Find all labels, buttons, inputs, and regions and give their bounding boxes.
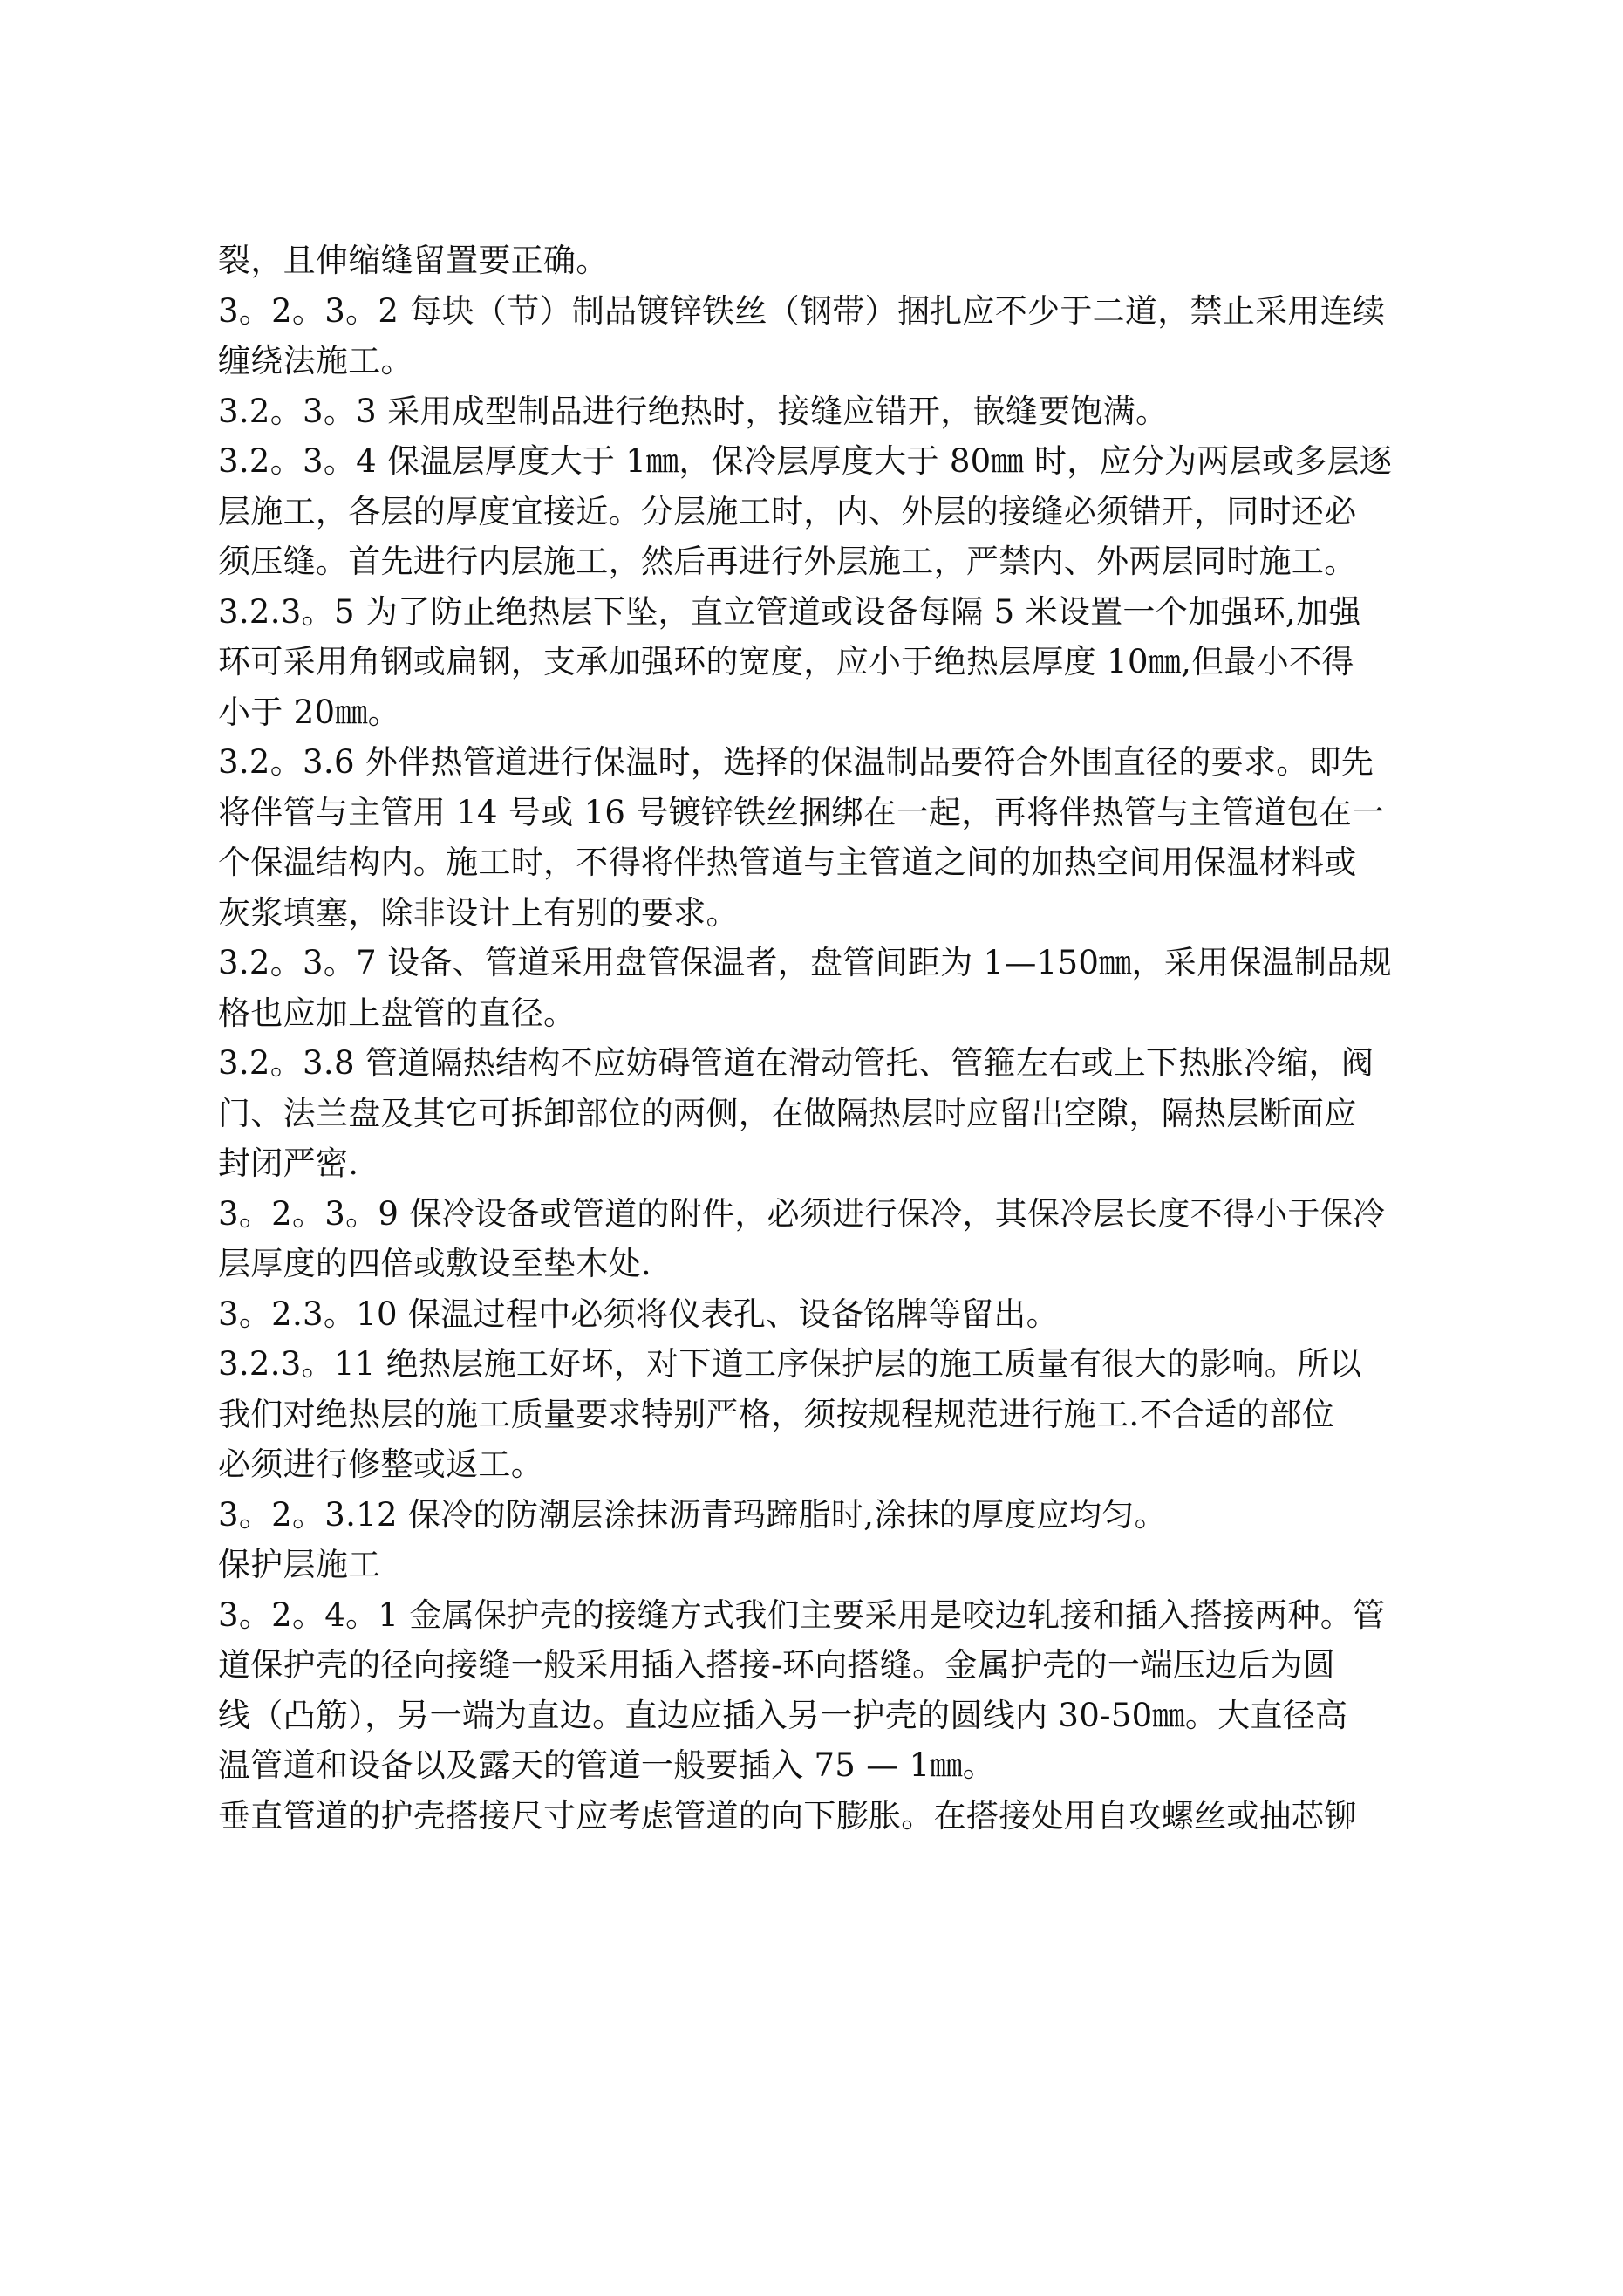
text-line: 3.2.3。11 绝热层施工好坏，对下道工序保护层的施工质量有很大的影响。所以: [218, 1345, 1362, 1383]
document-body: [218, 236, 1483, 1841]
text-line: 3。2。3。9 保冷设备或管道的附件，必须进行保冷，其保冷层长度不得小于保冷: [218, 1194, 1386, 1233]
text-line: 温管道和设备以及露天的管道一般要插入 75 — 1㎜。: [218, 1746, 996, 1784]
text-line: 3.2。3。4 保温层厚度大于 1㎜，保冷层厚度大于 80㎜ 时，应分为两层或多层逐: [218, 442, 1393, 480]
text-line: 封闭严密.: [218, 1145, 359, 1182]
text-line: 3.2.3。5 为了防止绝热层下坠，直立管道或设备每隔 5 米设置一个加强环,加强: [218, 592, 1361, 631]
text-line: 须压缝。首先进行内层施工，然后再进行外层施工，严禁内、外两层同时施工。: [218, 543, 1357, 580]
text-line: 格也应加上盘管的直径。: [218, 994, 576, 1032]
text-line: 3.2。3.6 外伴热管道进行保温时，选择的保温制品要符合外围直径的要求。即先: [218, 743, 1374, 781]
text-line: 垂直管道的护壳搭接尺寸应考虑管道的向下膨胀。在搭接处用自攻螺丝或抽芯铆: [218, 1796, 1357, 1835]
text-line: 我们对绝热层的施工质量要求特别严格，须按规程规范进行施工.不合适的部位: [218, 1395, 1335, 1433]
text-line: 将伴管与主管用 14 号或 16 号镀锌铁丝捆绑在一起，再将伴热管与主管道包在一: [218, 793, 1385, 831]
text-line: 小于 20㎜。: [218, 693, 400, 731]
text-line: 3。2。3。2 每块（节）制品镀锌铁丝（钢带）捆扎应不少于二道，禁止采用连续: [218, 291, 1386, 330]
text-line: 必须进行修整或返工。: [218, 1445, 543, 1483]
text-line: 道保护壳的径向接缝一般采用插入搭接-环向搭缝。金属护壳的一端压边后为圆: [218, 1646, 1335, 1684]
text-line: 3.2。3.8 管道隔热结构不应妨碍管道在滑动管托、管箍左右或上下热胀冷缩，阀: [218, 1044, 1374, 1082]
text-line: 裂，且伸缩缝留置要正确。: [218, 242, 609, 279]
section-heading: 保护层施工: [218, 1546, 381, 1583]
text-line: 3。2。3.12 保冷的防潮层涂抹沥青玛蹄脂时,涂抹的厚度应均匀。: [218, 1495, 1167, 1534]
text-line: 线（凸筋），另一端为直边。直边应插入另一护壳的圆线内 30-50㎜。大直径高: [218, 1696, 1348, 1734]
text-line: 层厚度的四倍或敷设至垫木处.: [218, 1245, 651, 1282]
text-line: 灰浆填塞，除非设计上有别的要求。: [218, 893, 739, 932]
text-line: 缠绕法施工。: [218, 342, 413, 379]
text-line: 门、法兰盘及其它可拆卸部位的两侧，在做隔热层时应留出空隙，隔热层断面应: [218, 1094, 1357, 1132]
text-line: 个保温结构内。施工时，不得将伴热管道与主管道之间的加热空间用保温材料或: [218, 844, 1357, 881]
text-line: 3.2。3。3 采用成型制品进行绝热时，接缝应错开，嵌缝要饱满。: [218, 392, 1169, 430]
text-line: 3。2.3。10 保温过程中必须将仪表孔、设备铭牌等留出。: [218, 1295, 1059, 1333]
text-line: 3。2。4。1 金属保护壳的接缝方式我们主要采用是咬边轧接和插入搭接两种。管: [218, 1596, 1386, 1634]
text-line: 环可采用角钢或扁钢，支承加强环的宽度，应小于绝热层厚度 10㎜,但最小不得: [218, 643, 1354, 680]
text-line: 层施工，各层的厚度宜接近。分层施工时，内、外层的接缝必须错开，同时还必: [218, 492, 1357, 530]
text-line: 3.2。3。7 设备、管道采用盘管保温者，盘管间距为 1—150㎜，采用保温制品规: [218, 944, 1392, 981]
